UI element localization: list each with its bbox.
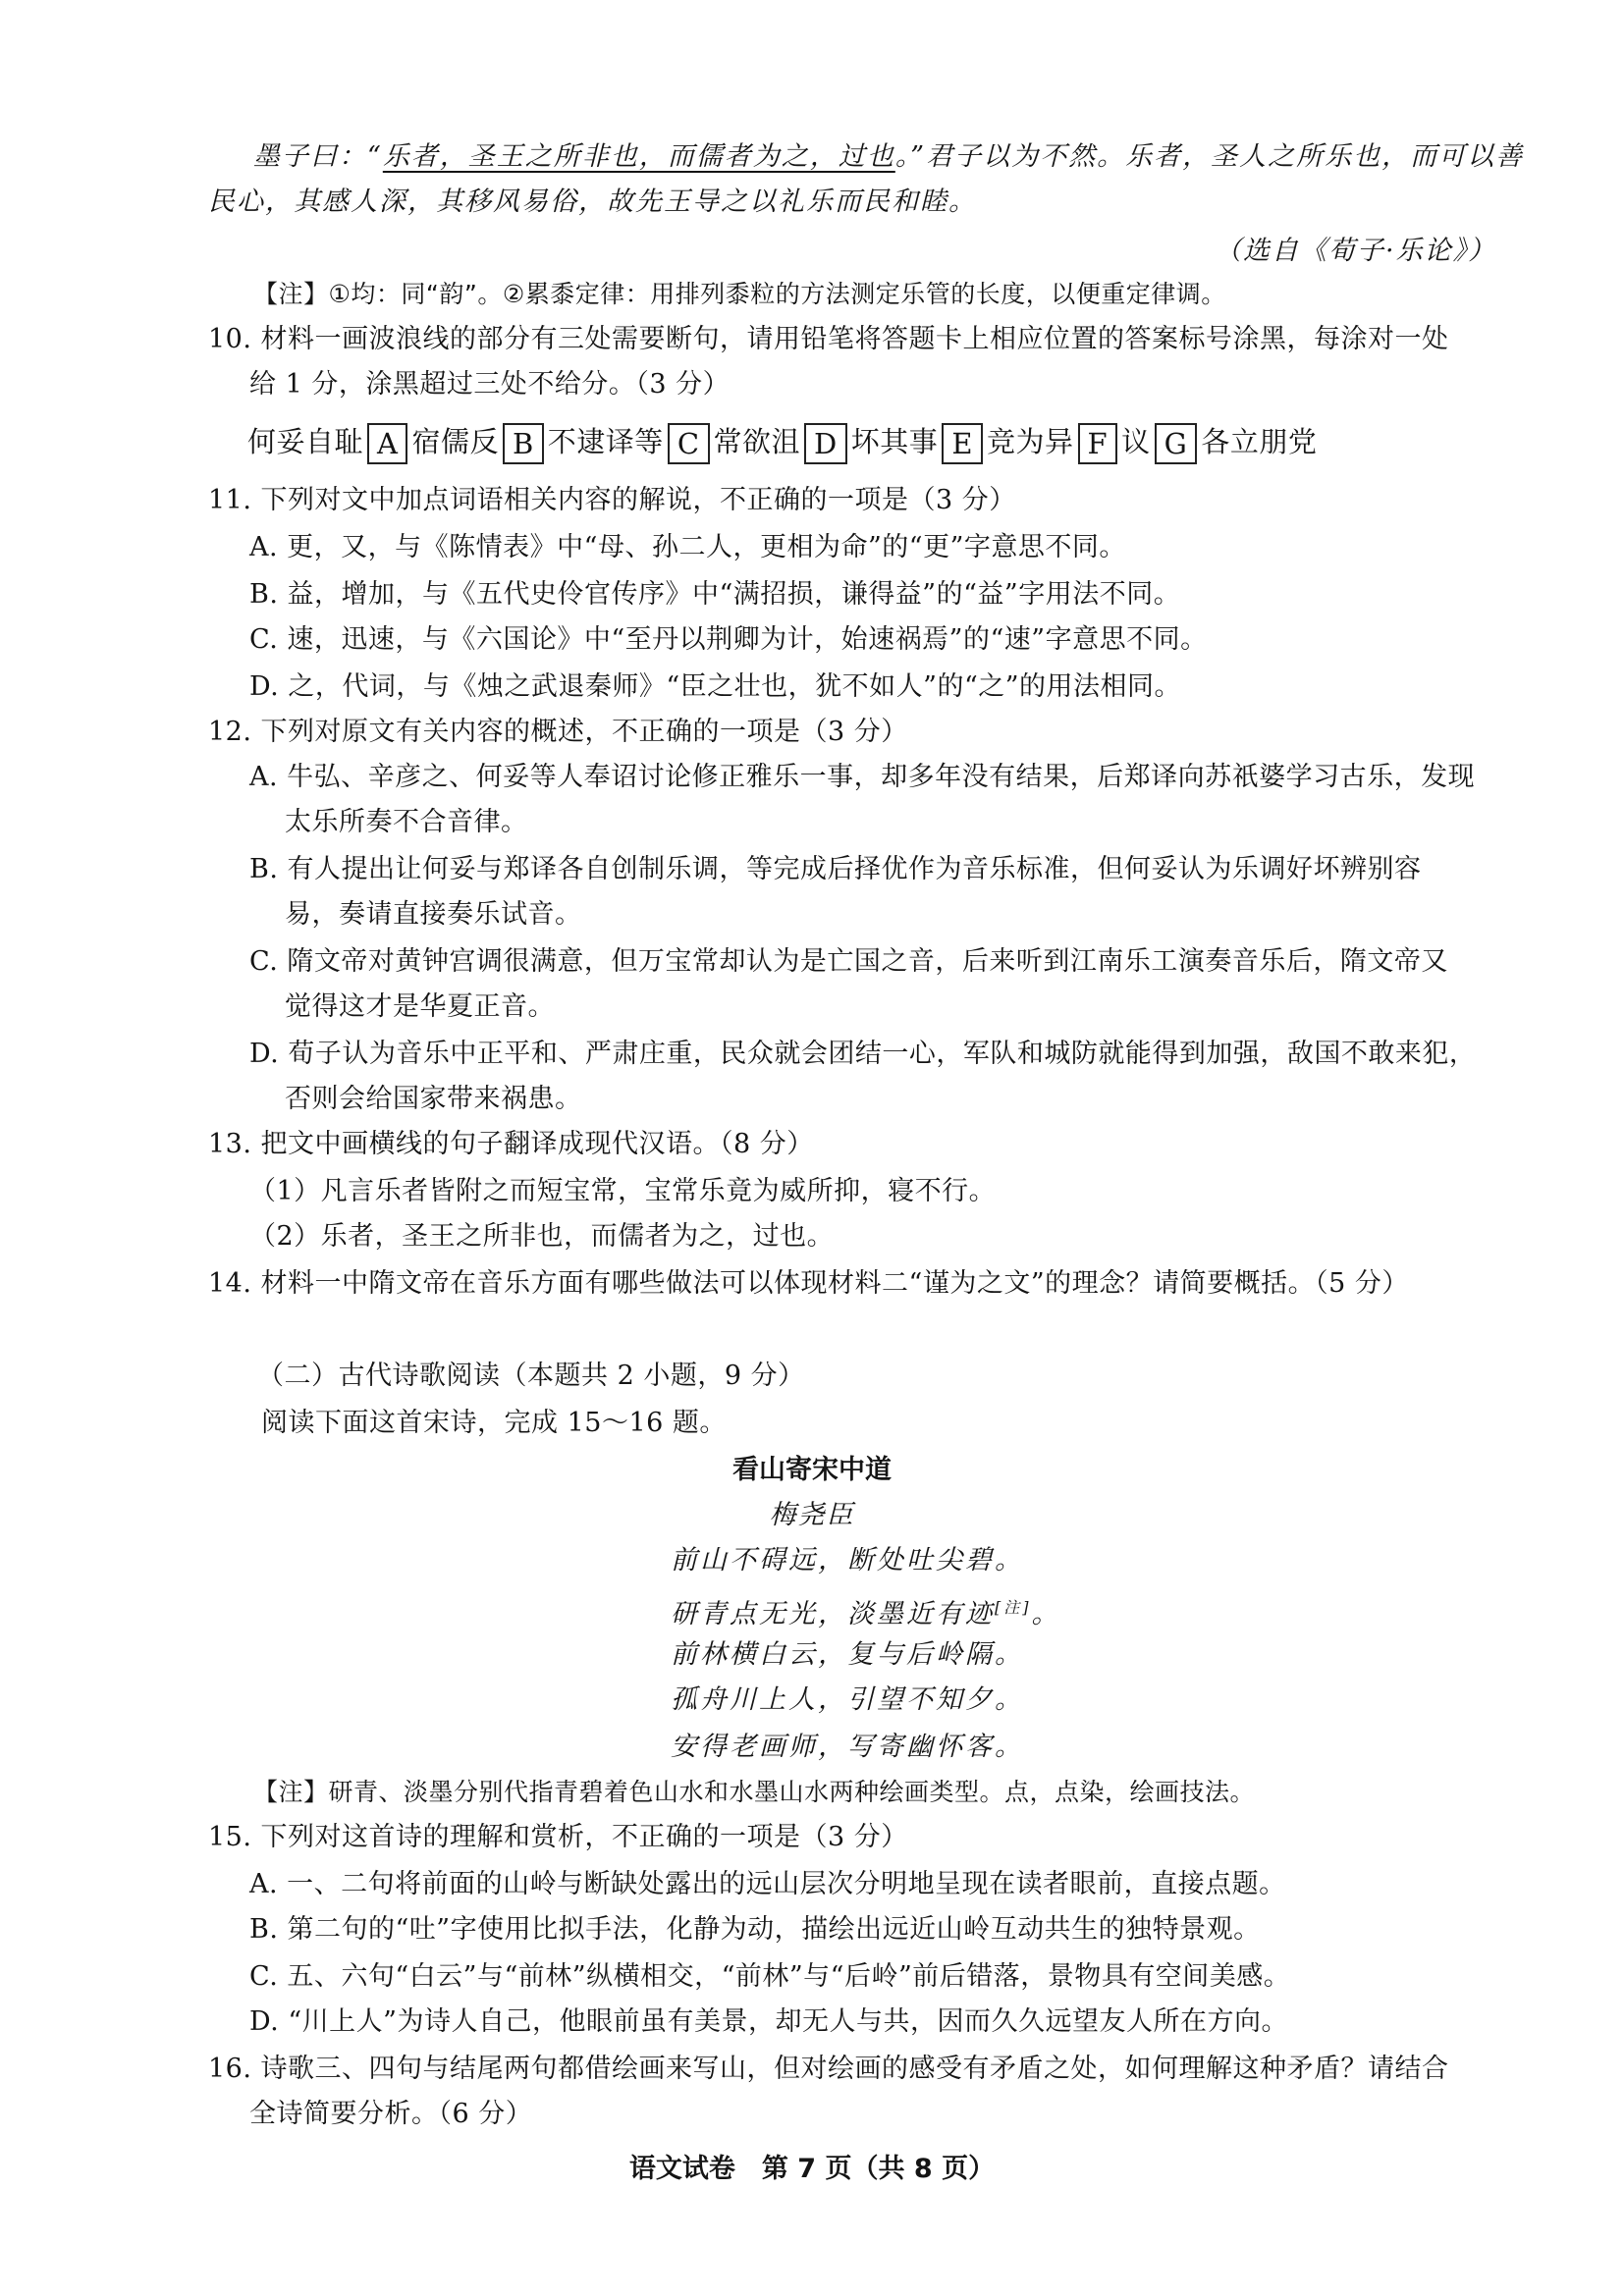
- q10-option-box-a[interactable]: A: [367, 423, 407, 464]
- q15-option-a: A. 一、二句将前面的山岭与断缺处露出的远山层次分明地呈现在读者眼前，直接点题。: [249, 1869, 1286, 1899]
- q10-stem-line-2: 给 1 分，涂黑超过三处不给分。（3 分）: [249, 369, 731, 400]
- poem-note: 【注】研青、淡墨分别代指青碧着色山水和水墨山水两种绘画类型。点，点染，绘画技法。: [253, 1778, 1256, 1806]
- poem-line-2-text: 研青点无光，淡墨近有迹: [671, 1599, 995, 1629]
- q10-option-box-g[interactable]: G: [1155, 423, 1198, 464]
- q10-segment: 何妥自耻: [247, 425, 364, 458]
- q10-segment: 宿儒反: [411, 425, 499, 458]
- q12-option-a-line-2: 太乐所奏不合音律。: [285, 807, 528, 837]
- passage-line-1: [253, 137, 1524, 177]
- poem-line-1: 前山不碍远，断处吐尖碧。: [671, 1545, 1024, 1575]
- q16-stem-line-1: 16. 诗歌三、四句与结尾两句都借绘画来写山，但对绘画的感受有矛盾之处，如何理解这种矛盾？请结合: [208, 2054, 1449, 2084]
- q10-segment: 各立朋党: [1201, 425, 1318, 458]
- q10-segment: 不逮译等: [547, 425, 664, 458]
- q11-stem: 11. 下列对文中加点词语相关内容的解说，不正确的一项是（3 分）: [208, 485, 1016, 515]
- poem-line-4: 孤舟川上人，引望不知夕。: [671, 1684, 1024, 1715]
- passage-source: （选自《荀子·乐论》）: [1215, 236, 1497, 266]
- q10-stem-line-1: 10. 材料一画波浪线的部分有三处需要断句，请用铅笔将答题卡上相应位置的答案标号涂黑，每涂对一处: [208, 324, 1449, 354]
- passage-line-2: 民心，其感人深，其移风易俗，故先王导之以礼乐而民和睦。: [208, 187, 977, 217]
- q15-stem: 15. 下列对这首诗的理解和赏析，不正确的一项是（3 分）: [208, 1822, 908, 1852]
- q12-option-d-line-2: 否则会给国家带来祸患。: [285, 1084, 582, 1114]
- section-heading: （二）古代诗歌阅读（本题共 2 小题，9 分）: [257, 1361, 805, 1391]
- q11-option-a: A. 更，又，与《陈情表》中“母、孙二人，更相为命”的“更”字意思不同。: [249, 532, 1126, 562]
- q12-option-b-line-1: B. 有人提出让何妥与郑译各自创制乐调，等完成后择优作为音乐标准，但何妥认为乐调好坏辨别容: [249, 854, 1422, 884]
- q11-option-b: B. 益，增加，与《五代史伶官传序》中“满招损，谦得益”的“益”字用法不同。: [249, 579, 1181, 610]
- section-instruction: 阅读下面这首宋诗，完成 15～16 题。: [261, 1408, 727, 1438]
- q10-option-box-c[interactable]: C: [668, 423, 710, 464]
- q10-option-box-f[interactable]: F: [1078, 423, 1118, 464]
- q13-sentence-2: （2）乐者，圣王之所非也，而儒者为之，过也。: [249, 1221, 835, 1252]
- poem-author: 梅尧臣: [769, 1500, 855, 1530]
- q13-sentence-1: （1）凡言乐者皆附之而短宝常，宝常乐竟为威所抑，寝不行。: [249, 1176, 997, 1206]
- passage-note: 【注】①均：同“韵”。②累黍定律：用排列黍粒的方法测定乐管的长度，以便重定律调。: [253, 280, 1226, 308]
- q15-option-d: D. “川上人”为诗人自己，他眼前虽有美景，却无人与共，因而久久远望友人所在方向。: [249, 2006, 1288, 2037]
- q16-stem-line-2: 全诗简要分析。（6 分）: [249, 2099, 533, 2129]
- q10-segment: 坏其事: [850, 425, 939, 458]
- q12-option-d-line-1: D. 荀子认为音乐中正平和、严肃庄重，民众就会团结一心，军队和城防就能得到加强，敌国不敢来犯，: [249, 1039, 1477, 1069]
- q10-segment: 竞为异: [986, 425, 1074, 458]
- q10-option-box-b[interactable]: B: [503, 423, 544, 464]
- q15-option-b: B. 第二句的“吐”字使用比拟手法，化静为动，描绘出远近山岭互动共生的独特景观。: [249, 1914, 1261, 1945]
- poem-title: 看山寄宋中道: [732, 1455, 892, 1485]
- poem-line-3: 前林横白云，复与后岭隔。: [671, 1639, 1024, 1670]
- q12-option-c-line-1: C. 隋文帝对黄钟宫调很满意，但万宝常却认为是亡国之音，后来听到江南乐工演奏音乐后，隋文帝又: [249, 946, 1448, 977]
- q10-segment: 常欲沮: [713, 425, 801, 458]
- page-footer: 语文试卷 第 7 页（共 8 页）: [628, 2154, 996, 2184]
- q12-stem: 12. 下列对原文有关内容的概述，不正确的一项是（3 分）: [208, 717, 908, 747]
- q10-sentence-with-boxes: [247, 422, 1317, 464]
- q14-stem: 14. 材料一中隋文帝在音乐方面有哪些做法可以体现材料二“谨为之文”的理念？请简要概括。（5 分）: [208, 1268, 1409, 1299]
- q10-option-box-d[interactable]: D: [804, 423, 847, 464]
- poem-line-2-end: 。: [1031, 1599, 1061, 1629]
- footnote-marker: [注]: [995, 1598, 1032, 1617]
- q10-segment: 议: [1121, 425, 1151, 458]
- passage-line-1-tail: 。”君子以为不然。乐者，圣人之所乐也，而可以善: [894, 141, 1525, 172]
- poem-line-5: 安得老画师，写寄幽怀客。: [671, 1732, 1024, 1762]
- q10-option-box-e[interactable]: E: [942, 423, 983, 464]
- underlined-sentence: 乐者，圣王之所非也，而儒者为之，过也: [382, 141, 895, 172]
- q12-option-c-line-2: 觉得这才是华夏正音。: [285, 991, 555, 1022]
- q15-option-c: C. 五、六句“白云”与“前林”纵横相交，“前林”与“后岭”前后错落，景物具有空间美感。: [249, 1961, 1291, 1992]
- q11-option-c: C. 速，迅速，与《六国论》中“至丹以荆卿为计，始速祸焉”的“速”字意思不同。: [249, 624, 1208, 655]
- poem-line-2: [671, 1588, 1061, 1634]
- q12-option-a-line-1: A. 牛弘、辛彦之、何妥等人奉诏讨论修正雅乐一事，却多年没有结果，后郑译向苏祇婆学习古乐，发现: [249, 762, 1476, 792]
- q11-option-d: D. 之，代词，与《烛之武退秦师》“臣之壮也，犹不如人”的“之”的用法相同。: [249, 671, 1182, 702]
- passage-quote-lead: 墨子曰：“: [253, 141, 383, 172]
- q12-option-b-line-2: 易，奏请直接奏乐试音。: [285, 899, 582, 930]
- q13-stem: 13. 把文中画横线的句子翻译成现代汉语。（8 分）: [208, 1129, 814, 1159]
